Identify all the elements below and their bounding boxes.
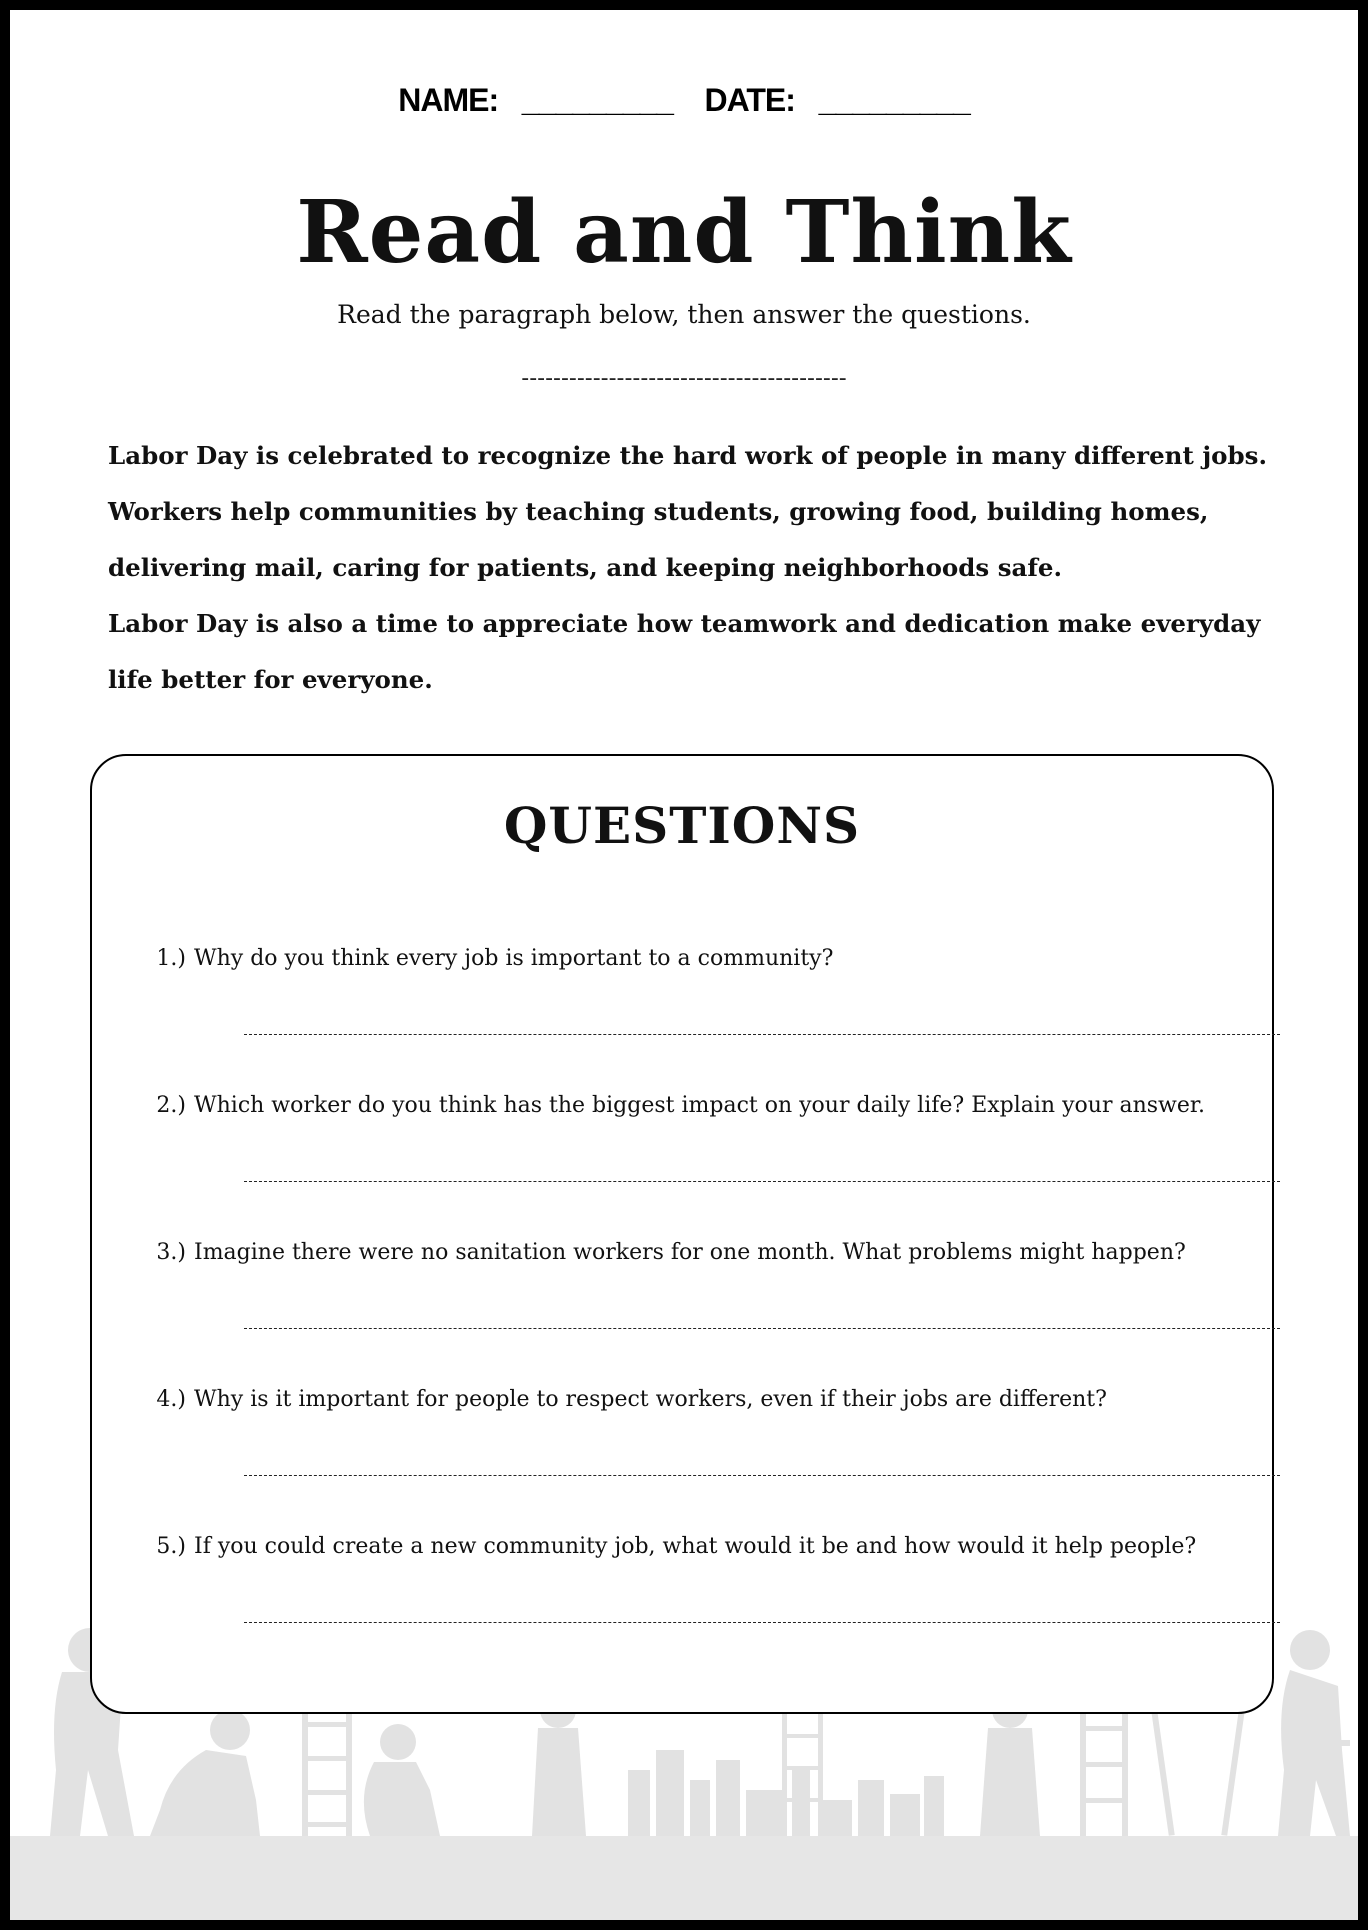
question-text: Which worker do you think has the biggest impact on your daily life? Explain your answer. xyxy=(194,1093,1205,1118)
name-label: NAME: xyxy=(398,82,499,118)
date-label: DATE: xyxy=(704,82,795,118)
name-blank[interactable]: _________ xyxy=(521,82,673,118)
paragraph-line: Labor Day is celebrated to recognize the hard work of people in many different jobs. xyxy=(108,441,1267,470)
date-blank[interactable]: _________ xyxy=(818,82,970,118)
question-text: Why is it important for people to respect workers, even if their jobs are different? xyxy=(194,1387,1107,1412)
instructions: Read the paragraph below, then answer the questions. xyxy=(337,300,1031,329)
paragraph-line: life better for everyone. xyxy=(108,665,433,694)
answer-line[interactable] xyxy=(244,1034,1280,1035)
question-number: 5.) xyxy=(156,1534,186,1559)
paragraph-line: Labor Day is also a time to appreciate how teamwork and dedication make everyday xyxy=(108,609,1261,638)
question-text: If you could create a new community job, what would it be and how would it help people? xyxy=(194,1534,1197,1559)
answer-line[interactable] xyxy=(244,1622,1280,1623)
paragraph-line: delivering mail, caring for patients, and keeping neighborhoods safe. xyxy=(108,553,1063,582)
question-number: 1.) xyxy=(156,946,186,971)
questions-heading: QUESTIONS xyxy=(503,796,861,855)
question-text: Why do you think every job is important to a community? xyxy=(194,946,834,971)
question-number: 4.) xyxy=(156,1387,186,1412)
answer-line[interactable] xyxy=(244,1181,1280,1182)
question-number: 3.) xyxy=(156,1240,186,1265)
reading-paragraph xyxy=(108,428,1288,708)
question-number: 2.) xyxy=(156,1093,186,1118)
question-text: Imagine there were no sanitation workers for one month. What problems might happen? xyxy=(194,1240,1186,1265)
page-title: Read and Think xyxy=(296,182,1072,283)
answer-line[interactable] xyxy=(244,1475,1280,1476)
name-date-line xyxy=(10,82,1358,119)
dashed-divider: ----------------------------------------- xyxy=(521,366,847,391)
answer-line[interactable] xyxy=(244,1328,1280,1329)
paragraph-line: Workers help communities by teaching students, growing food, building homes, xyxy=(108,497,1209,526)
questions-box xyxy=(90,754,1274,1714)
